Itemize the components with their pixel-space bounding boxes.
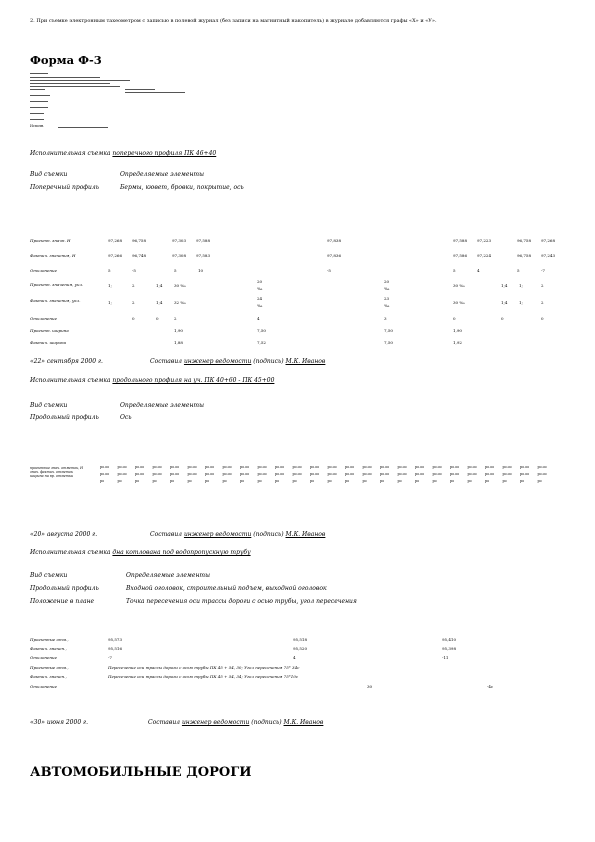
grid-cell: ро [257,479,262,483]
grid-cell: ро.оо [537,472,547,476]
grid-cell: ро.оо [135,472,145,476]
grid-cell: ро [117,479,122,483]
section3-date: «30» июня 2000 г. [30,719,88,726]
cell: 1,90 [453,328,462,333]
cell: 97,308 [172,253,186,258]
section3-row1-type: Продольный профиль [30,585,99,592]
row-label: Отклонение [30,655,57,660]
grid-cell: ро [187,479,192,483]
grid-cell: ро [520,479,525,483]
grid-cell: ро.оо [222,472,232,476]
cell: 0 [132,316,135,321]
intro-paragraph: 2. При съемке электронным тахеометром с записью в полевой журнал (без записи на магнитный накопитель) в журнале добавляются графы «Х» и «У». [30,18,437,24]
section3-row1-elements: Входной оголовок, строительный подъем, выходной оголовок [126,585,327,592]
cell: 1; [108,300,112,305]
grid-cell: ро.оо [117,472,127,476]
grid-cell: ро.оо [520,472,530,476]
section2-heading-prefix: Исполнительная съемка [30,377,111,384]
grid-cell: ро [240,479,245,483]
cell: -7 [108,655,112,660]
grid-cell: ро.оо [397,472,407,476]
cell: 5 [453,268,456,273]
grid-cell: ро [537,479,542,483]
grid-cell: ро.оо [485,472,495,476]
cell: 0 [501,316,504,321]
compiler-role: инженер ведомости [183,358,252,365]
grid-cell: ро [152,479,157,483]
row-label: знач. фактич. отметок [30,470,73,474]
cell: 97,243 [541,253,555,258]
row-label: Проектн. ширина [30,328,69,333]
cell: 97,303 [172,238,186,243]
grid-cell: ро.оо [432,465,442,469]
cell: -7 [541,268,545,273]
cell: 20 [257,279,263,284]
cell: 97,268 [108,238,122,243]
compiler-label: Составил [150,358,183,365]
grid-cell: ро [327,479,332,483]
section2-heading-link: продольного профиля на уч. ПК 40+60 - ПК 45+00 [112,377,275,384]
row-label: Фактич. значен., [30,674,67,679]
cell: 1;4 [501,300,508,305]
grid-cell: ро.оо [310,465,320,469]
cell: 3 [384,316,387,321]
cell: 10 [198,268,204,273]
compiler-role: инженер ведомости [181,719,250,726]
cell: 96,748 [132,253,146,258]
grid-cell: ро [222,479,227,483]
cell: 30 ‰ [453,283,465,288]
section2-row-type: Продольный профиль [30,414,99,421]
cell: 1; [108,283,112,288]
cell: 7,50 [384,328,393,333]
row-label: Фактич. значения, Н [30,253,76,258]
grid-cell: ро.оо [397,465,407,469]
grid-cell: ро.оо [502,465,512,469]
grid-cell: ро.оо [222,465,232,469]
grid-cell: ро.оо [415,465,425,469]
cell: 1;4 [156,300,163,305]
cell: 96,758 [517,253,531,258]
footer-title: АВТОМОБИЛЬНЫЕ ДОРОГИ [30,765,252,780]
grid-cell: ро.оо [240,472,250,476]
grid-cell: ро.оо [152,472,162,476]
grid-cell: ро.оо [537,465,547,469]
grid-cell: ро.оо [502,472,512,476]
cell: 1; [519,300,523,305]
form-title: Форма Ф-3 [30,53,102,67]
section3-col-elements: Определяемые элементы [126,572,210,579]
cell: 97,838 [327,238,341,243]
row-label: Отклонение [30,268,57,273]
cell: 1,88 [174,340,183,345]
grid-cell: ро.оо [170,465,180,469]
compiler-label: Составил [150,531,183,538]
section3-heading-prefix: Исполнительная съемка [30,549,111,556]
cell: 5 [174,268,177,273]
row-label: Проектные отм., [30,665,69,670]
row-label: Проектн. значн. Н [30,238,71,243]
cell: ‰ [384,303,390,308]
grid-cell: ро [415,479,420,483]
grid-cell: ро.оо [485,465,495,469]
grid-cell: ро.оо [170,472,180,476]
cell: 97,583 [196,253,210,258]
row-label: Проектные отм., [30,637,69,642]
grid-cell: ро.оо [362,472,372,476]
grid-cell: ро [502,479,507,483]
compiler-name: М.К. Иванов [285,531,326,538]
grid-cell: ро [275,479,280,483]
grid-cell: ро.оо [432,472,442,476]
cell: 97,223 [477,238,491,243]
row-label: Фактич. ширина [30,340,67,345]
cell: 30 ‰ [174,283,186,288]
grid-cell: ро.оо [100,472,110,476]
grid-cell: ро [467,479,472,483]
grid-cell: ро.оо [187,465,197,469]
section3-row2-type: Положение в плане [30,598,95,605]
cell: 5 [517,268,520,273]
cell: 0 [541,316,544,321]
cell: Пересечение оси трассы дороги с осью трубы ПК 45 + 54, 30; Угол пересечения 75° 34с [108,665,300,670]
row-label: Фактич. значения, укл. [30,298,81,303]
grid-cell: ро [362,479,367,483]
grid-cell: ро.оо [205,472,215,476]
cell: 7,50 [384,340,393,345]
cell: 2 [541,300,544,305]
cell: 4 [293,655,296,660]
cell: 96,758 [132,238,146,243]
row-label: Отклонение [30,316,57,321]
grid-cell: ро.оо [450,472,460,476]
section3-row2-elements: Точка пересечения оси трассы дороги с осью трубы, угол пересечения [126,598,357,605]
cell: 4 [257,316,260,321]
grid-cell: ро.оо [257,465,267,469]
section2-col-type: Вид съемки [30,402,68,409]
section1-row-elements: Бермы, кювет, бровки, покрытие, ось [120,184,244,191]
grid-cell: ро.оо [345,472,355,476]
cell: ‰ [384,286,390,291]
tiny-form-caption: Исполн. [30,124,45,128]
grid-cell: ро.оо [380,465,390,469]
cell: 97,268 [541,238,555,243]
cell: 95,573 [108,637,122,642]
section1-heading-prefix: Исполнительная съемка [30,150,111,157]
grid-cell: ро.оо [117,465,127,469]
grid-cell: ро.оо [292,472,302,476]
compiler-label: Составил [148,719,181,726]
signature: (подпись) [253,358,284,365]
grid-cell: ро [310,479,315,483]
grid-cell: ро.оо [467,465,477,469]
cell: ‰ [257,286,263,291]
cell: 97,586 [453,253,467,258]
grid-cell: ро.оо [415,472,425,476]
compiler-role: инженер ведомости [183,531,252,538]
cell: -4с [487,684,494,689]
grid-cell: ро.оо [275,465,285,469]
grid-cell: ро.оо [100,465,110,469]
grid-cell: ро.оо [450,465,460,469]
grid-cell: ро.оо [152,465,162,469]
row-label: ширина на вр. отметки [30,474,73,478]
cell: 1,90 [174,328,183,333]
cell: Пересечение оси трассы дороги с осью трубы ПК 45 + 54, 34; Угол пересечения 75°10с [108,674,299,679]
grid-cell: ро.оо [362,465,372,469]
cell: 1; [519,283,523,288]
grid-cell: ро.оо [467,472,477,476]
grid-cell: ро [100,479,105,483]
section2-signoff [150,531,325,538]
grid-cell: ро [292,479,297,483]
grid-cell: ро.оо [135,465,145,469]
cell: 2 [541,283,544,288]
section1-heading-link: поперечного профиля ПК 46+40 [112,150,217,157]
grid-cell: ро.оо [292,465,302,469]
cell: 7,52 [257,340,266,345]
grid-cell: ро.оо [275,472,285,476]
grid-cell: ро.оо [310,472,320,476]
section2-heading [30,377,274,384]
cell: 95,410 [442,637,456,642]
cell: 7,50 [257,328,266,333]
grid-cell: ро.оо [240,465,250,469]
cell: 32 ‰ [174,300,186,305]
cell: 2 [174,316,177,321]
section1-date: «22» сентября 2000 г. [30,358,103,365]
compiler-name: М.К. Иванов [285,358,326,365]
row-label: проектные знач. отметок, Н [30,466,84,470]
cell: 97,588 [453,238,467,243]
cell: 0 [156,316,159,321]
row-label: Отклонение [30,684,57,689]
grid-cell: ро [170,479,175,483]
grid-cell: ро.оо [520,465,530,469]
grid-cell: ро [205,479,210,483]
cell: 97,266 [108,253,122,258]
grid-cell: ро [432,479,437,483]
cell: 23 [384,296,390,301]
cell: 95,520 [293,646,307,651]
cell: 20 [384,279,390,284]
cell: 30 [367,684,373,689]
cell: 2 [132,283,135,288]
cell: 1;4 [501,283,508,288]
cell: 95,516 [108,646,122,651]
cell: 2 [132,300,135,305]
section3-heading-link: дна котлована под водопропускную трубу [112,549,251,556]
cell: ‰ [257,303,263,308]
cell: 30 ‰ [453,300,465,305]
grid-cell: ро [450,479,455,483]
row-label: Фактич. значен., [30,646,67,651]
section1-heading [30,150,216,157]
cell: 1,92 [453,340,462,345]
grid-cell: ро [380,479,385,483]
section3-signoff [148,719,323,726]
section2-date: «20» августа 2000 г. [30,531,98,538]
cell: 0 [453,316,456,321]
signature: (подпись) [251,719,282,726]
grid-cell: ро.оо [380,472,390,476]
cell: 1;4 [156,283,163,288]
grid-cell: ро [397,479,402,483]
cell: -5 [327,268,331,273]
grid-cell: ро [345,479,350,483]
signature: (подпись) [253,531,284,538]
cell: 96,758 [517,238,531,243]
grid-cell: ро [485,479,490,483]
grid-cell: ро.оо [327,465,337,469]
section2-col-elements: Определяемые элементы [120,402,204,409]
cell: 97,836 [327,253,341,258]
cell: 95,398 [442,646,456,651]
grid-cell: ро.оо [205,465,215,469]
cell: 24 [257,296,263,301]
section1-col-elements: Определяемые элементы [120,171,204,178]
grid-cell: ро.оо [187,472,197,476]
cell: -11 [442,655,449,660]
compiler-name: М.К. Иванов [283,719,324,726]
section2-row-labels [30,466,95,478]
section2-row-elements: Ось [120,414,132,421]
grid-cell: ро.оо [345,465,355,469]
section3-col-type: Вид съемки [30,572,68,579]
cell: 5 [108,268,111,273]
cell: 95,518 [293,637,307,642]
section3-heading [30,549,251,556]
section1-col-type: Вид съемки [30,171,68,178]
section1-row-type: Поперечный профиль [30,184,99,191]
cell: 97,224 [477,253,491,258]
grid-cell: ро.оо [327,472,337,476]
cell: 97,588 [196,238,210,243]
cell: 4 [477,268,480,273]
row-label: Проектн. значения, укл. [30,282,84,287]
grid-cell: ро [135,479,140,483]
section1-signoff [150,358,325,365]
grid-cell: ро.оо [257,472,267,476]
cell: -5 [132,268,136,273]
